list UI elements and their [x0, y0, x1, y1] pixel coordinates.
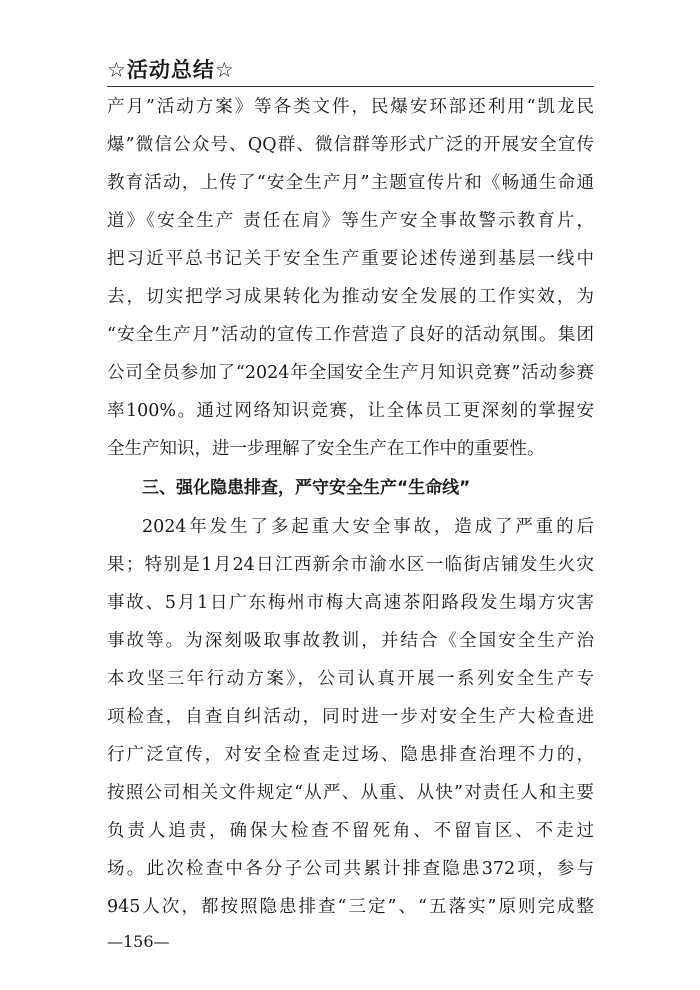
paragraph-line: 按照公司相关文件规定“从严、从重、从快”对责任人和主要: [107, 783, 594, 803]
section-heading: 三、强化隐患排查，严守安全生产“生命线”: [142, 478, 471, 498]
paragraph-line: 率100%。通过网络知识竞赛，让全体员工更深刻的掌握安: [107, 401, 594, 421]
paragraph-line: 果；特别是1月24日江西新余市渝水区一临街店铺发生火灾: [107, 555, 594, 575]
paragraph-line: 把习近平总书记关于安全生产重要论述传递到基层一线中: [107, 249, 594, 269]
paragraph-line: 事故、5月1日广东梅州市梅大高速茶阳路段发生塌方灾害: [107, 593, 594, 613]
paragraph-line: 945人次，都按照隐患排查“三定”、“五落实”原则完成整: [107, 897, 594, 917]
page-header-title: ☆活动总结☆: [107, 58, 235, 82]
paragraph-line: 公司全员参加了“2024年全国安全生产月知识竞赛”活动参赛: [107, 363, 594, 383]
paragraph-line: 道》《安全生产 责任在肩》等生产安全事故警示教育片，: [107, 211, 594, 231]
paragraph-line: 教育活动，上传了“安全生产月”主题宣传片和《畅通生命通: [107, 173, 594, 193]
paragraph-line: 去，切实把学习成果转化为推动安全发展的工作实效，为: [107, 287, 594, 307]
header-rule: [107, 86, 594, 87]
paragraph-line: 事故等。为深刻吸取事故教训，并结合《全国安全生产治: [107, 631, 594, 651]
paragraph-line: 负责人追责，确保大检查不留死角、不留盲区、不走过: [107, 821, 594, 841]
paragraph-line: 本攻坚三年行动方案》，公司认真开展一系列安全生产专: [107, 669, 594, 689]
page-number: —156—: [107, 932, 170, 951]
paragraph-line: 行广泛宣传，对安全检查走过场、隐患排查治理不力的，: [107, 745, 594, 765]
paragraph-line: 场。此次检查中各分子公司共累计排查隐患372项，参与: [107, 859, 594, 879]
paragraph-line: 项检查，自查自纠活动，同时进一步对安全生产大检查进: [107, 707, 594, 727]
paragraph-line: 全生产知识，进一步理解了安全生产在工作中的重要性。: [107, 439, 545, 459]
paragraph-line: “安全生产月”活动的宣传工作营造了良好的活动氛围。集团: [107, 325, 594, 345]
paragraph-line: 爆”微信公众号、QQ群、微信群等形式广泛的开展安全宣传: [107, 135, 594, 155]
paragraph-line: 产月”活动方案》等各类文件，民爆安环部还利用“凯龙民: [107, 97, 594, 117]
paragraph-line: 2024年发生了多起重大安全事故，造成了严重的后: [142, 517, 594, 537]
